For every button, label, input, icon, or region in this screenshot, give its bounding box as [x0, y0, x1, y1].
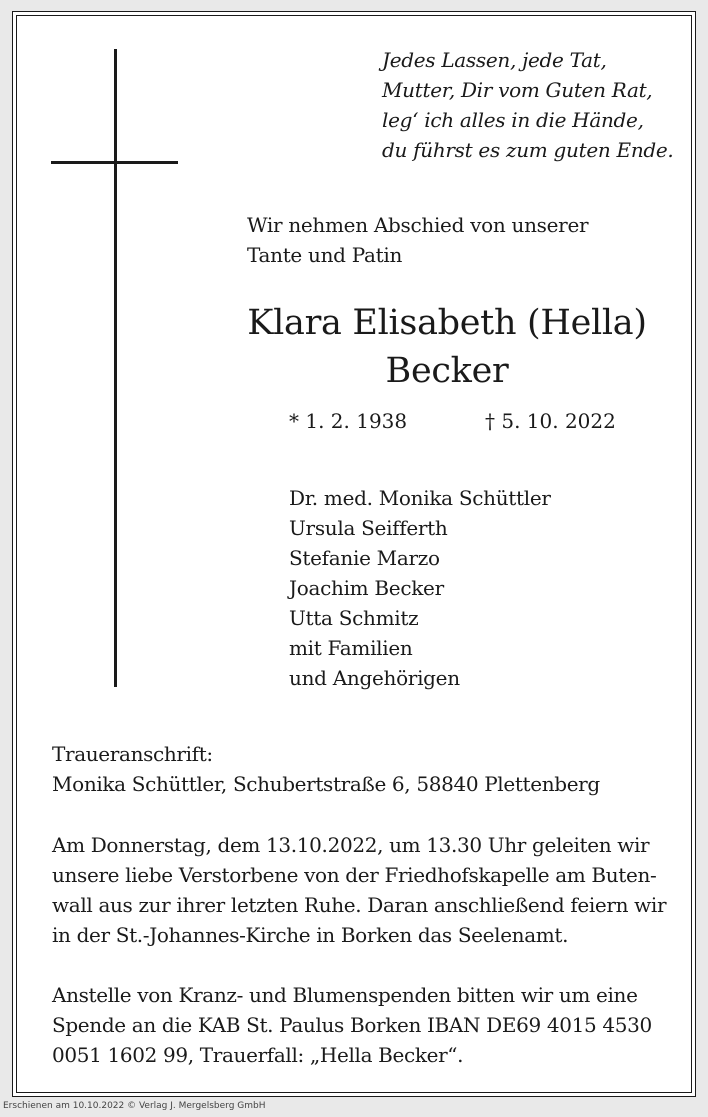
poem [382, 45, 674, 165]
mourner: Utta Schmitz [289, 606, 419, 630]
intro [247, 210, 588, 270]
name-line-1: Klara Elisabeth (Hella) [247, 303, 647, 343]
poem-line: leg‘ ich alles in die Hände, [382, 108, 644, 132]
poem-line: Mutter, Dir vom Guten Rat, [382, 78, 653, 102]
cross-icon-vertical [114, 49, 117, 687]
mourner: Dr. med. Monika Schüttler [289, 486, 551, 510]
funeral-line: unsere liebe Verstorbene von der Friedhofskapelle am Buten- [52, 863, 657, 887]
deceased-name [217, 299, 677, 395]
mourners-list [289, 483, 551, 693]
obituary-card [12, 11, 696, 1097]
address-label: Traueranschrift: [52, 742, 213, 766]
funeral-line: Am Donnerstag, dem 13.10.2022, um 13.30 Uhr geleiten wir [52, 833, 650, 857]
publication-footer: Erschienen am 10.10.2022 © Verlag J. Mergelsberg GmbH [3, 1101, 266, 1111]
birth-date: * 1. 2. 1938 [289, 409, 408, 433]
poem-line: du führst es zum guten Ende. [382, 138, 674, 162]
mourner: Joachim Becker [289, 576, 444, 600]
intro-line: Wir nehmen Abschied von unserer [247, 213, 589, 237]
funeral-line: in der St.-Johannes-Kirche in Borken das Seelenamt. [52, 923, 569, 947]
funeral-line: wall aus zur ihrer letzten Ruhe. Daran anschließend feiern wir [52, 893, 667, 917]
mourner: Ursula Seifferth [289, 516, 448, 540]
address-value: Monika Schüttler, Schubertstraße 6, 58840 Plettenberg [52, 772, 600, 796]
donation-notice [52, 980, 652, 1070]
mourner: und Angehörigen [289, 666, 460, 690]
intro-line: Tante und Patin [247, 243, 403, 267]
inner-border [16, 15, 692, 1093]
funeral-notice [52, 830, 666, 950]
donation-line: 0051 1602 99, Trauerfall: „Hella Becker“. [52, 1043, 464, 1067]
poem-line: Jedes Lassen, jede Tat, [382, 48, 607, 72]
name-line-2: Becker [385, 351, 509, 391]
mourner: mit Familien [289, 636, 413, 660]
cross-icon-horizontal [51, 161, 178, 164]
donation-line: Anstelle von Kranz- und Blumenspenden bitten wir um eine [52, 983, 638, 1007]
mourner: Stefanie Marzo [289, 546, 440, 570]
death-date: † 5. 10. 2022 [485, 409, 616, 433]
mourning-address [52, 739, 600, 799]
donation-line: Spende an die KAB St. Paulus Borken IBAN DE69 4015 4530 [52, 1013, 652, 1037]
